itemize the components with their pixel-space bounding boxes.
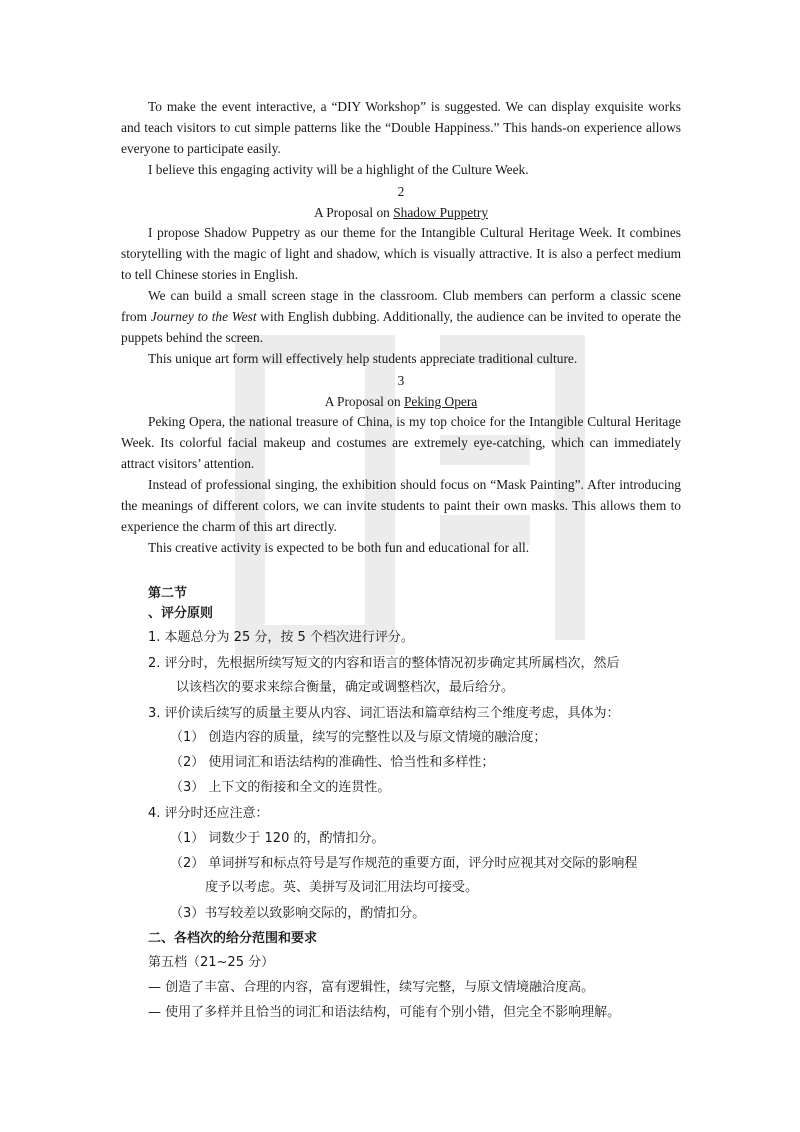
level5-title: 第五档（21~25 分） xyxy=(148,955,275,970)
grading-item-3-sub-3: （3） 上下文的衔接和全文的连贯性。 xyxy=(170,780,391,795)
grading-item-3-sub-1: （1） 创造内容的质量，续写的完整性以及与原文情境的融洽度； xyxy=(170,730,547,745)
essay3-title-topic: Peking Opera xyxy=(403,394,478,409)
grading-item-4-sub-2-cont: 度予以考虑。英、美拼写及词汇用法均可接受。 xyxy=(205,880,479,895)
essay3-title xyxy=(121,392,681,412)
levels-heading: 二、各档次的给分范围和要求 xyxy=(148,931,318,946)
essay2-paragraph-conclusion: This unique art form will effectively help students appreciate traditional culture. xyxy=(148,351,578,366)
essay2-paragraph-stage xyxy=(121,286,681,348)
essay2-title xyxy=(121,203,681,223)
essay3-title-prefix: A Proposal on xyxy=(324,394,404,409)
grading-item-3: 3. 评价读后续写的质量主要从内容、词汇语法和篇章结构三个维度考虑，具体为： xyxy=(148,706,620,721)
grading-item-2: 2. 评分时，先根据所续写短文的内容和语言的整体情况初步确定其所属档次，然后 xyxy=(148,656,620,671)
grading-item-1: 1. 本题总分为 25 分，按 5 个档次进行评分。 xyxy=(148,630,414,645)
essay2-p2-part-b: with English dubbing. Additionally, the audience can be invited to operate the puppets behind the screen. xyxy=(121,308,681,345)
grading-item-4-sub-2: （2） 单词拼写和标点符号是写作规范的重要方面，评分时应视其对交际的影响程 xyxy=(170,856,638,871)
essay1-paragraph-conclusion: I believe this engaging activity will be a highlight of the Culture Week. xyxy=(148,162,529,177)
grading-item-3-sub-2: （2） 使用词汇和语法结构的准确性、恰当性和多样性； xyxy=(170,755,495,770)
essay3-paragraph-intro: Peking Opera, the national treasure of China, is my top choice for the Intangible Cultural Heritage Week. Its colorful facial makeup and costumes are extremely eye-catching, which can immediately attract visitors’ attention. xyxy=(121,414,681,471)
essay1-paragraph-workshop: To make the event interactive, a “DIY Workshop” is suggested. We can display exquisite works and teach visitors to cut simple patterns like the “Double Happiness.” This hands-on experience allows everyone to participate easily. xyxy=(121,99,681,156)
grading-item-4: 4. 评分时还应注意： xyxy=(148,806,269,821)
essay3-paragraph-conclusion: This creative activity is expected to be both fun and educational for all. xyxy=(148,540,530,555)
level5-item-1: — 创造了丰富、合理的内容，富有逻辑性，续写完整，与原文情境融洽度高。 xyxy=(148,980,595,995)
essay2-title-topic: Shadow Puppetry xyxy=(393,205,489,220)
grading-item-2-cont: 以该档次的要求来综合衡量，确定或调整档次，最后给分。 xyxy=(176,680,515,695)
essay2-number: 2 xyxy=(397,184,405,199)
essay2-paragraph-intro: I propose Shadow Puppetry as our theme for the Intangible Cultural Heritage Week. It combines storytelling with the magic of light and shadow, which is visually attractive. It is also a perfect medium to tell Chinese stories in English. xyxy=(121,225,681,282)
level5-item-2: — 使用了多样并且恰当的词汇和语法结构，可能有个别小错，但完全不影响理解。 xyxy=(148,1005,621,1020)
essay3-paragraph-masks: Instead of professional singing, the exhibition should focus on “Mask Painting”. After introducing the meanings of different colors, we can invite students to paint their own masks. This allows them to experience the charm of this art directly. xyxy=(121,477,681,534)
grading-principles-heading: 、评分原则 xyxy=(148,606,214,621)
grading-section-title: 第二节 xyxy=(148,586,188,601)
essay2-p2-part-a: We can build a small screen stage in the classroom. Club members can perform a classic scene from xyxy=(121,288,681,324)
grading-item-4-sub-3: （3）书写较差以致影响交际的，酌情扣分。 xyxy=(170,906,426,921)
essay2-title-prefix: A Proposal on xyxy=(313,205,394,220)
essay3-number: 3 xyxy=(397,373,405,388)
grading-item-4-sub-1: （1） 词数少于 120 的，酌情扣分。 xyxy=(170,831,385,846)
essay2-p2-book-title: Journey to the West xyxy=(150,308,257,324)
